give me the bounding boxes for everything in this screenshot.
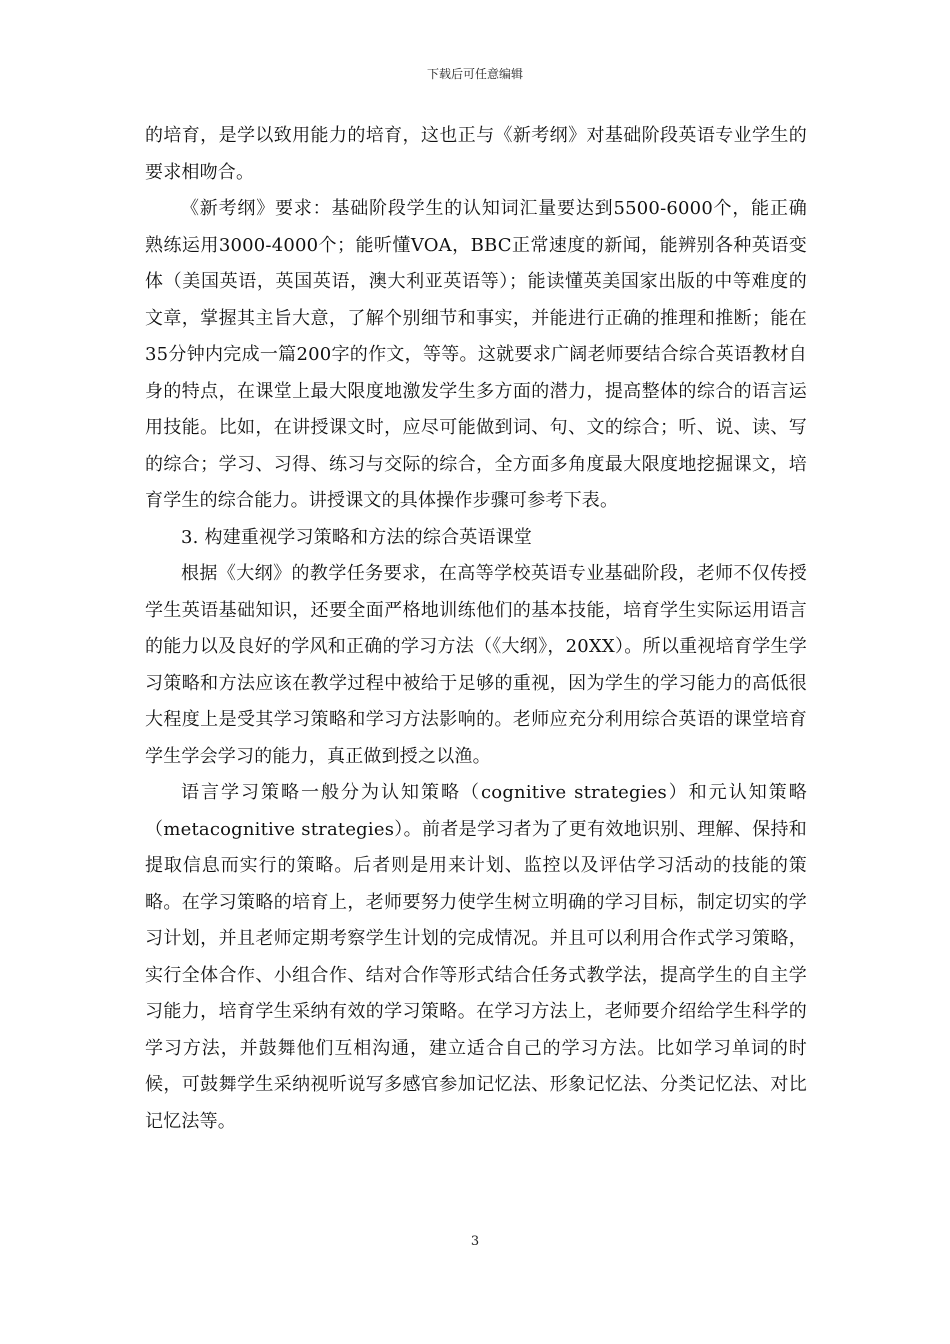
paragraph-2: 《新考纲》要求：基础阶段学生的认知词汇量要达到5500-6000个，能正确熟练运用3000-4000个；能听懂VOA，BBC正常速度的新闻，能辨别各种英语变体（美国英语，英国英语，澳大利亚英语等）；能读懂英美国家出版的中等难度的文章，掌握其主旨大意，了解个别细节和事实，并能进行正确的推理和推断；能在35分钟内完成一篇200字的作文，等等。这就要求广阔老师要结合综合英语教材自身的特点，在课堂上最大限度地激发学生多方面的潜力，提高整体的综合的语言运用技能。比如，在讲授课文时，应尽可能做到词、句、文的综合；听、说、读、写的综合；学习、习得、练习与交际的综合，全方面多角度最大限度地挖掘课文，培育学生的综合能力。讲授课文的具体操作步骤可参考下表。 — [145, 198, 807, 511]
page-header: 下载后可任意编辑 — [426, 67, 523, 81]
document-body — [145, 118, 807, 1140]
paragraph-4: 语言学习策略一般分为认知策略（cognitive strategies）和元认知策略（metacognitive strategies）。前者是学习者为了更有效地识别、理解、保持和提取信息而实行的策略。后者则是用来计划、监控以及评估学习活动的技能的策略。在学习策略的培育上，老师要努力使学生树立明确的学习目标，制定切实的学习计划，并且老师定期考察学生计划的完成情况。并且可以利用合作式学习策略，实行全体合作、小组合作、结对合作等形式结合任务式教学法，提高学生的自主学习能力，培育学生采纳有效的学习策略。在学习方法上，老师要介绍给学生科学的学习方法，并鼓舞他们互相沟通，建立适合自己的学习方法。比如学习单词的时候，可鼓舞学生采纳视听说写多感官参加记忆法、形象记忆法、分类记忆法、对比记忆法等。 — [145, 782, 807, 1132]
page-number: 3 — [470, 1234, 480, 1249]
paragraph-1: 的培育，是学以致用能力的培育，这也正与《新考纲》对基础阶段英语专业学生的要求相吻合。 — [145, 125, 807, 183]
section-heading: 3. 构建重视学习策略和方法的综合英语课堂 — [181, 526, 533, 548]
paragraph-3: 根据《大纲》的教学任务要求，在高等学校英语专业基础阶段，老师不仅传授学生英语基础知识，还要全面严格地训练他们的基本技能，培育学生实际运用语言的能力以及良好的学风和正确的学习方法（《大纲》，20XX）。所以重视培育学生学习策略和方法应该在教学过程中被给于足够的重视，因为学生的学习能力的高低很大程度上是受其学习策略和学习方法影响的。老师应充分利用综合英语的课堂培育学生学会学习的能力，真正做到授之以渔。 — [145, 563, 807, 767]
